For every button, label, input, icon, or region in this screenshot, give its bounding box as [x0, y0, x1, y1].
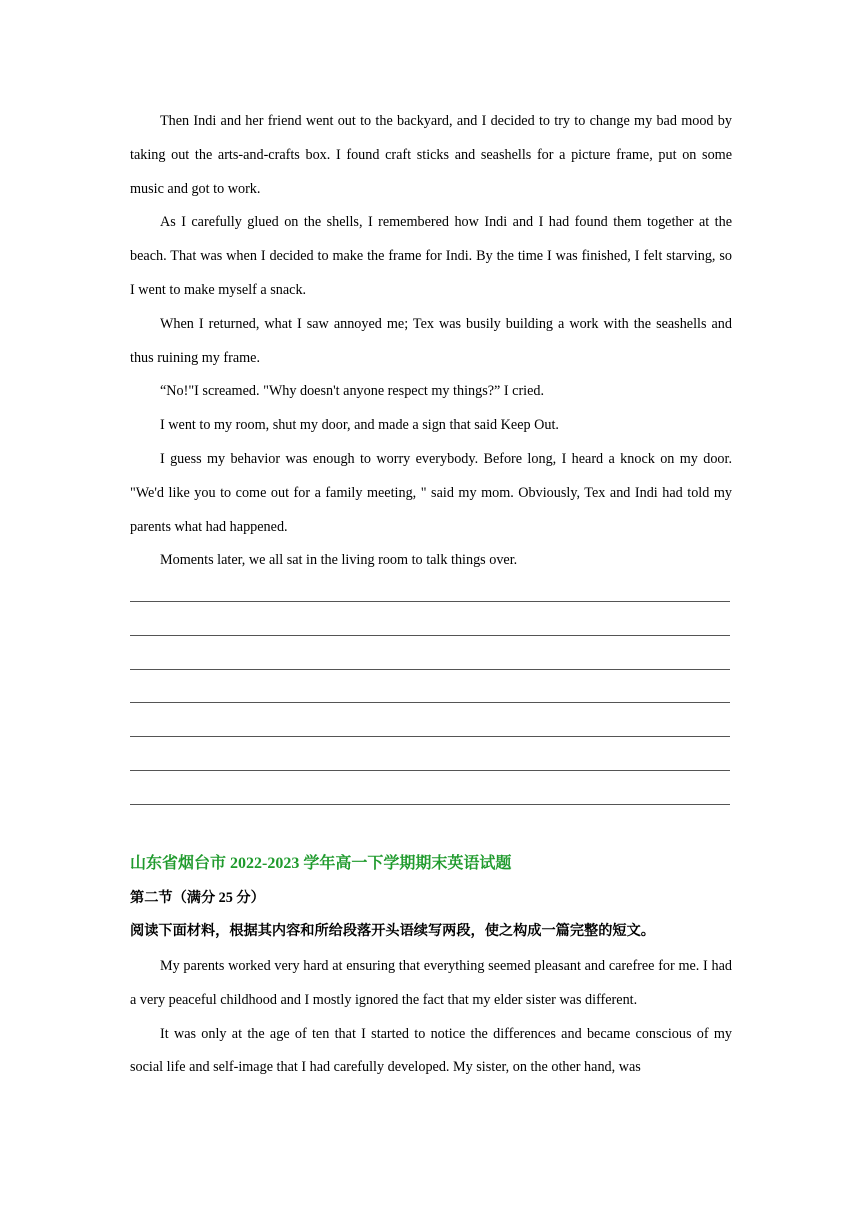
answer-line[interactable] — [130, 670, 730, 704]
section-subtitle: 第二节（满分 25 分） — [130, 890, 265, 906]
passage-2-paragraph-2: It was only at the age of ten that I started to notice the differences and became conscious of my social life and self-image that I had carefully developed. My sister, on the other hand, was — [130, 1025, 732, 1076]
answer-line[interactable] — [130, 771, 730, 805]
passage-1-paragraph-2: As I carefully glued on the shells, I remembered how Indi and I had found them together at the beach. That was when I decided to make the frame for Indi. By the time I was finished, I felt starving, so I went to make myself a snack. — [130, 214, 732, 298]
passage-1 — [130, 105, 732, 578]
answer-line[interactable] — [130, 636, 730, 670]
answer-line[interactable] — [130, 737, 730, 771]
passage-1-paragraph-3: When I returned, what I saw annoyed me; Tex was busily building a work with the seashells and thus ruining my frame. — [130, 315, 732, 366]
answer-line[interactable] — [130, 602, 730, 636]
passage-2-paragraph-1: My parents worked very hard at ensuring that everything seemed pleasant and carefree for me. I had a very peaceful childhood and I mostly ignored the fact that my elder sister was different. — [130, 958, 732, 1008]
answer-blank-lines — [130, 586, 730, 805]
passage-1-paragraph-4: “No!"I screamed. "Why doesn't anyone respect my things?” I cried. — [160, 383, 545, 400]
passage-2 — [130, 950, 732, 1085]
passage-1-paragraph-5: I went to my room, shut my door, and made a sign that said Keep Out. — [160, 417, 559, 434]
passage-1-paragraph-7: Moments later, we all sat in the living room to talk things over. — [160, 552, 518, 569]
section-instruction: 阅读下面材料，根据其内容和所给段落开头语续写两段，使之构成一篇完整的短文。 — [130, 923, 655, 939]
answer-line[interactable] — [130, 703, 730, 737]
section-title: 山东省烟台市 2022-2023 学年高一下学期期末英语试题 — [130, 855, 512, 872]
passage-1-paragraph-6: I guess my behavior was enough to worry everybody. Before long, I heard a knock on my door. "We'd like you to come out for a family meeting, " said my mom. Obviously, Tex and Indi had told my parents what had happened. — [130, 450, 732, 535]
answer-line[interactable] — [130, 586, 730, 602]
passage-1-paragraph-1: Then Indi and her friend went out to the backyard, and I decided to try to change my bad mood by taking out the arts-and-crafts box. I found craft sticks and seashells for a picture frame, put on some music and got to work. — [130, 113, 732, 197]
